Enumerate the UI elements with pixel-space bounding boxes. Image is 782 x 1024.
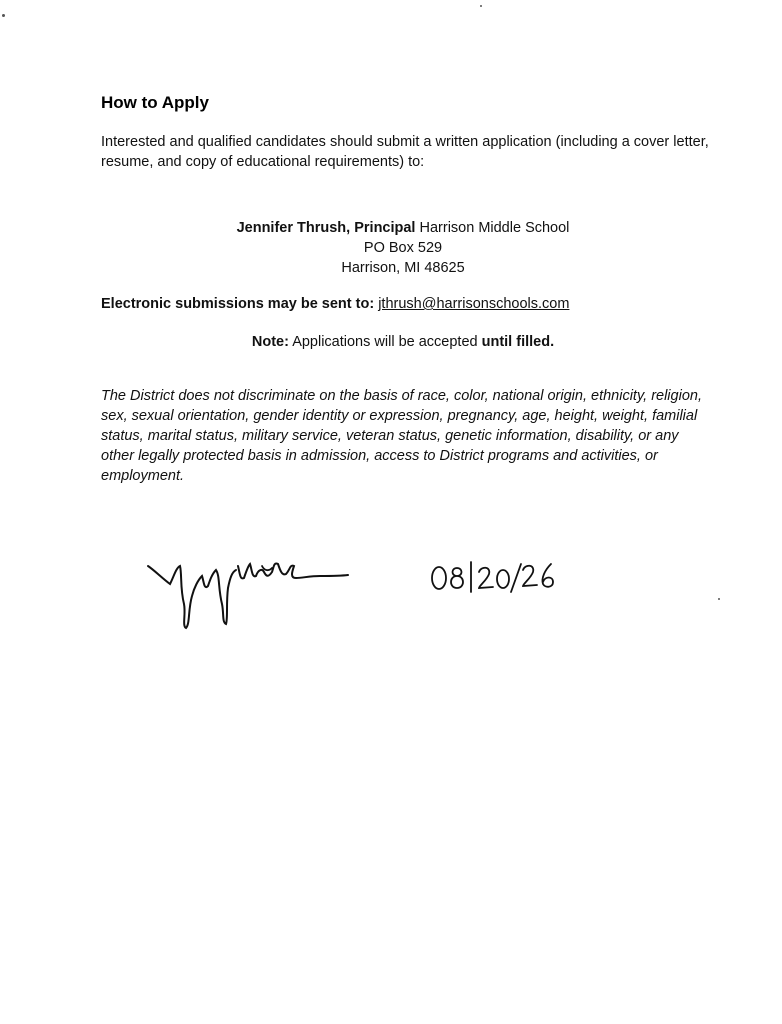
email-link[interactable]: jthrush@harrisonschools.com xyxy=(378,296,570,312)
school-name: Harrison Middle School xyxy=(419,220,570,236)
address-city-state-zip: Harrison, MI 48625 xyxy=(341,260,465,276)
nondiscrimination-statement: The District does not discriminate on the basis of race, color, national origin, ethnicity, religion, sex, sexual orientation, gender identity or expression, pregnancy, age, height, weight, familial status, marital status, military service, veteran status, genetic information, disability, or any other legally protected basis in admission, access to District programs and activities, or employment. xyxy=(101,388,702,484)
section-heading: How to Apply xyxy=(101,93,209,112)
note-label: Note: xyxy=(251,334,289,350)
scan-speck xyxy=(480,5,482,7)
handwritten-signature xyxy=(140,548,350,638)
note-line xyxy=(150,332,656,352)
note-emphasis: until filled. xyxy=(481,334,555,350)
contact-name: Jennifer Thrush, Principal xyxy=(236,220,416,236)
address-line-contact xyxy=(150,218,656,238)
scan-speck xyxy=(718,598,720,600)
handwritten-date xyxy=(425,556,565,596)
address-po-box: PO Box 529 xyxy=(363,240,443,256)
electronic-label: Electronic submissions may be sent to: xyxy=(101,296,375,312)
electronic-submission-line xyxy=(101,294,569,314)
intro-paragraph: Interested and qualified candidates should submit a written application (including a cover letter, resume, and copy of educational requirements) to: xyxy=(101,134,709,170)
scan-speck xyxy=(2,14,5,17)
note-text: Applications will be accepted xyxy=(292,334,478,350)
mailing-address xyxy=(150,218,656,278)
